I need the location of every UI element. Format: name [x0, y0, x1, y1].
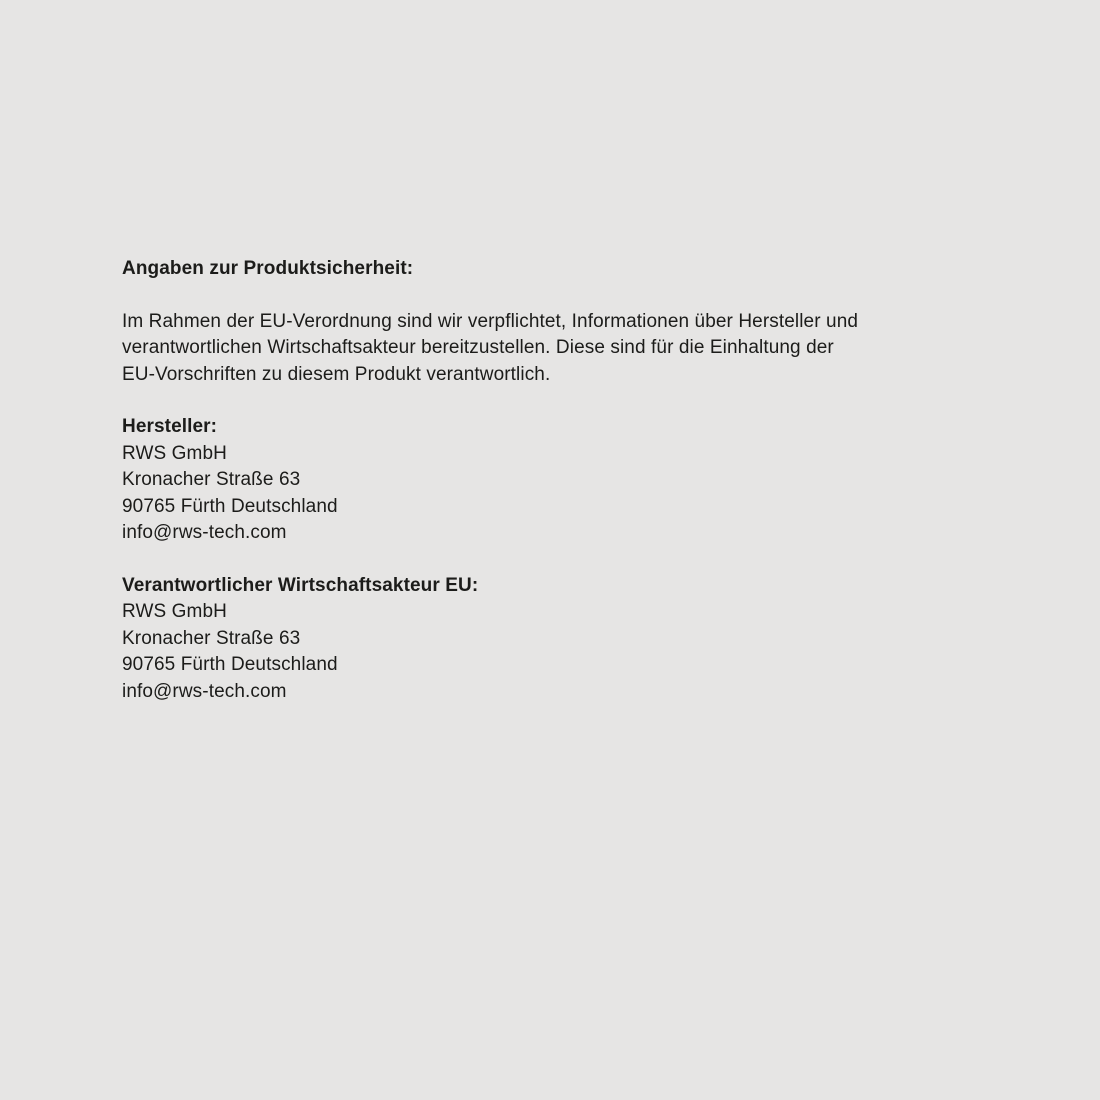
manufacturer-block: [122, 414, 1002, 547]
responsible-actor-block: [122, 573, 1002, 706]
manufacturer-street: Kronacher Straße 63: [122, 469, 301, 490]
intro-line: EU-Vorschriften zu diesem Produkt verantwortlich.: [122, 363, 551, 385]
section-heading: Angaben zur Produktsicherheit:: [122, 258, 414, 279]
responsible-actor-label: Verantwortlicher Wirtschaftsakteur EU:: [122, 574, 479, 596]
intro-paragraph: [122, 309, 1002, 389]
responsible-actor-street: Kronacher Straße 63: [122, 627, 301, 649]
manufacturer-email: info@rws-tech.com: [122, 522, 287, 543]
manufacturer-city: 90765 Fürth Deutschland: [122, 495, 338, 517]
manufacturer-name: RWS GmbH: [122, 442, 227, 464]
product-safety-section: [122, 256, 1002, 731]
intro-line: Im Rahmen der EU-Verordnung sind wir verpflichtet, Informationen über Hersteller und: [122, 310, 859, 332]
responsible-actor-name: RWS GmbH: [122, 601, 227, 622]
responsible-actor-email: info@rws-tech.com: [122, 680, 287, 702]
manufacturer-label: Hersteller:: [122, 416, 218, 437]
responsible-actor-city: 90765 Fürth Deutschland: [122, 654, 338, 675]
intro-line: verantwortlichen Wirtschaftsakteur bereitzustellen. Diese sind für die Einhaltung der: [122, 337, 834, 358]
